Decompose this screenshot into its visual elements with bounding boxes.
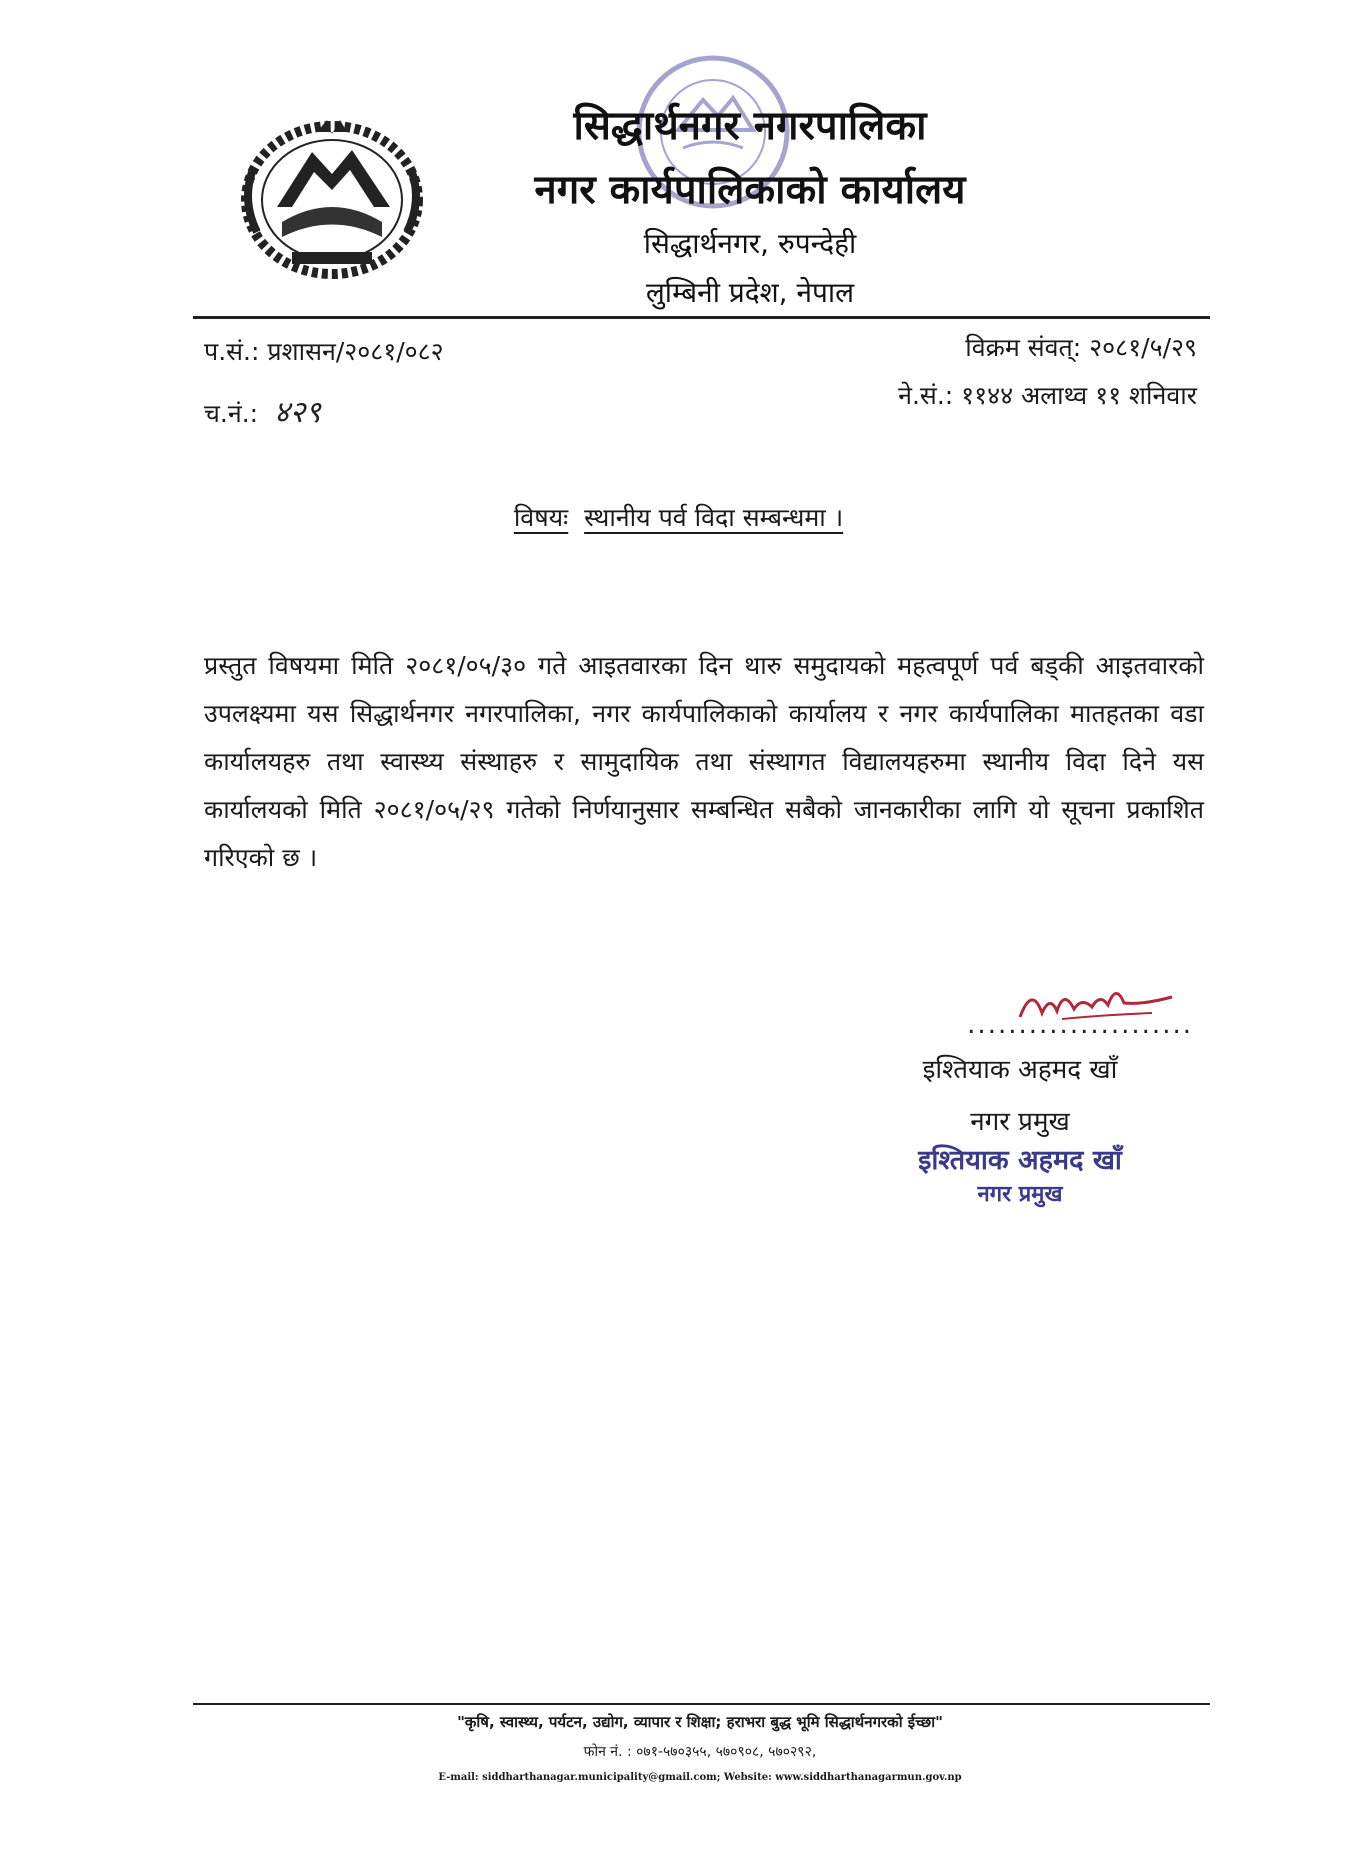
date-bikram-sambat: विक्रम संवत्: २०८१/५/२९ — [965, 333, 1197, 362]
footer-slogan: "कृषि, स्वास्थ्य, पर्यटन, उद्योग, व्यापार र शिक्षा; हराभरा बुद्ध भूमि सिद्धार्थनगरको ईच्छा" — [457, 1713, 943, 1731]
notice-body: प्रस्तुत विषयमा मिति २०८१/०५/३० गते आइतवारका दिन थारु समुदायको महत्वपूर्ण पर्व बड्की आइतवारको उपलक्ष्यमा यस सिद्धार्थनगर नगरपालिका, नगर कार्यपालिकाको कार्यालय र नगर कार्यपालिका मातहतका वडा कार्यालयहरु तथा स्वास्थ्य संस्थाहरु र सामुदायिक तथा संस्थागत विद्यालयहरुमा स्थानीय विदा दिने यस कार्यालयको मिति २०८१/०५/२९ गतेको निर्णयानुसार सम्बन्धित सबैको जानकारीका लागि यो सूचना प्रकाशित गरिएको छ । — [204, 651, 1204, 872]
footer-divider — [193, 1703, 1210, 1705]
subject-text: स्थानीय पर्व विदा सम्बन्धमा । — [584, 503, 844, 532]
patra-sankhya: प.सं.: प्रशासन/२०८१/०८२ — [204, 337, 444, 366]
office-address-line: सिद्धार्थनगर, रुपन्देही — [643, 227, 857, 260]
signature-dots: ...................... — [967, 1010, 1193, 1040]
date-nepal-sambat: ने.सं.: ११४४ अलाथ्व ११ शनिवार — [898, 381, 1197, 410]
office-name-line1: सिद्धार्थनगर नगरपालिका — [573, 103, 927, 149]
subject-label: विषयः — [513, 503, 569, 532]
subject-line — [0, 500, 1357, 534]
chalani-number: ४२९ — [274, 395, 321, 430]
signatory-post: नगर प्रमुख — [970, 1107, 1070, 1137]
chalani-label: च.नं.: — [204, 399, 259, 428]
header-divider — [193, 316, 1210, 319]
footer-contact: E-mail: siddharthanagar.municipality@gmail.com; Website: www.siddharthanagarmun.gov.np — [438, 1772, 962, 1783]
stamp-name: इश्तियाक अहमद खाँ — [918, 1145, 1122, 1176]
stamp-post: नगर प्रमुख — [977, 1182, 1063, 1207]
chalani-number-line — [204, 390, 321, 431]
footer-phone: फोन नं. : ०७१-५७०३५५, ५७०९०८, ५७०२९२, — [583, 1744, 817, 1760]
office-name-line2: नगर कार्यपालिकाको कार्यालय — [534, 167, 966, 213]
signatory-name: इश्तियाक अहमद खाँ — [922, 1055, 1118, 1085]
office-province-line: लुम्बिनी प्रदेश, नेपाल — [645, 276, 855, 309]
